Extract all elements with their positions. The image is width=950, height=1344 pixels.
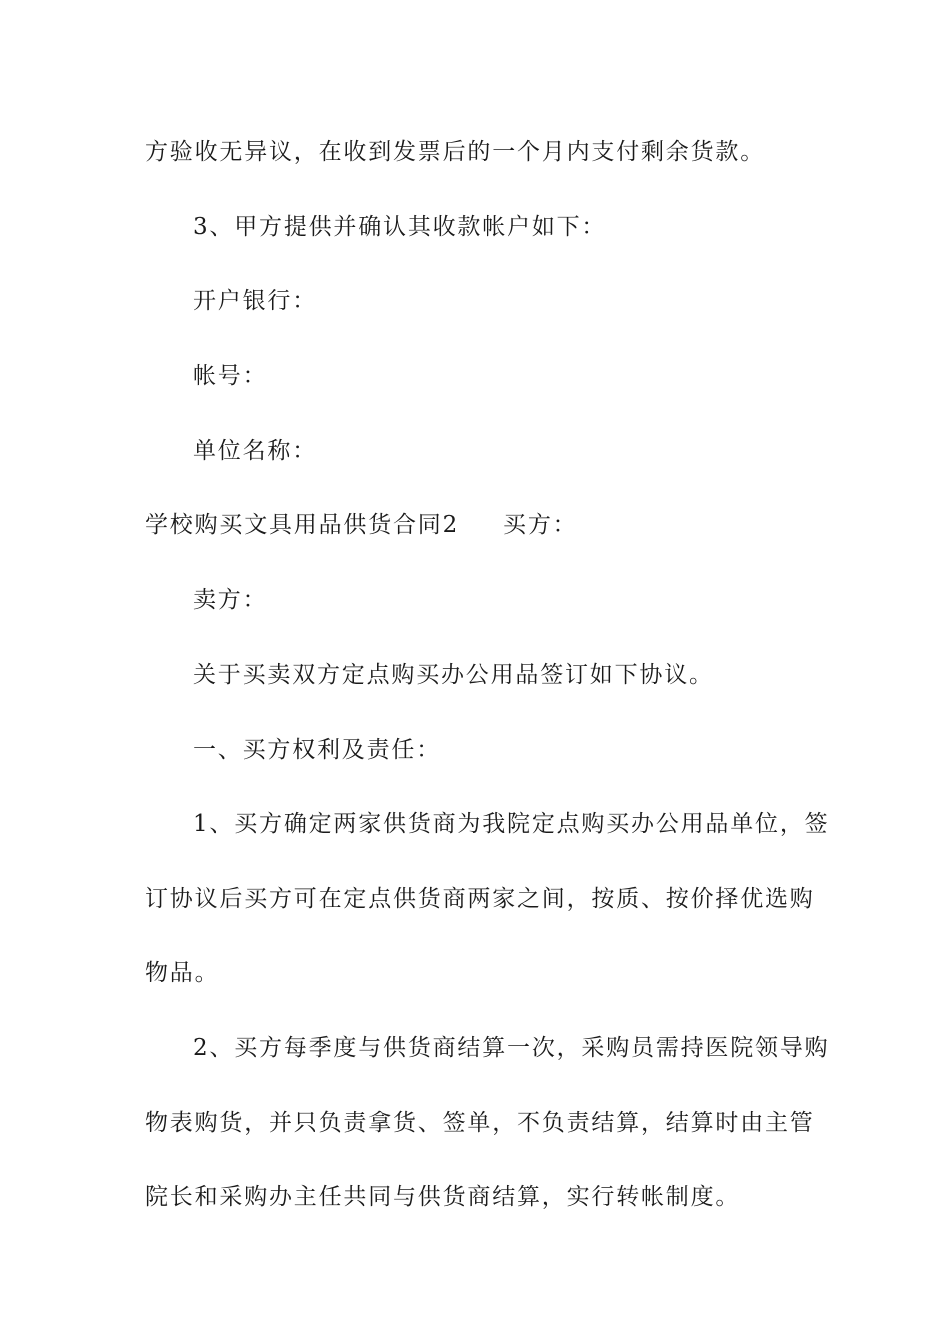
- paragraph-line: 一、买方权利及责任：: [193, 737, 441, 763]
- section-title: 学校购买文具用品供货合同2: [145, 512, 460, 538]
- paragraph-line: 卖方：: [193, 587, 268, 613]
- section-title-line: [145, 510, 805, 540]
- paragraph-line: 单位名称：: [193, 438, 317, 464]
- paragraph-line: 关于买卖双方定点购买办公用品签订如下协议。: [193, 662, 714, 688]
- buyer-label: 买方：: [503, 512, 578, 538]
- paragraph-line: 1、买方确定两家供货商为我院定点购买办公用品单位，签: [193, 811, 830, 837]
- paragraph-line: 方验收无异议，在收到发票后的一个月内支付剩余货款。: [145, 139, 765, 165]
- paragraph-line: 开户银行：: [193, 288, 317, 314]
- paragraph-line: 3、甲方提供并确认其收款帐户如下：: [193, 214, 607, 240]
- paragraph-line: 院长和采购办主任共同与供货商结算，实行转帐制度。: [145, 1184, 741, 1210]
- paragraph-line: 2、买方每季度与供货商结算一次，采购员需持医院领导购: [193, 1035, 830, 1061]
- paragraph-line: 物品。: [145, 960, 220, 986]
- paragraph-line: 订协议后买方可在定点供货商两家之间，按质、按价择优选购: [145, 886, 815, 912]
- paragraph-line: 帐号：: [193, 363, 268, 389]
- paragraph-line: 物表购货，并只负责拿货、签单，不负责结算，结算时由主管: [145, 1110, 815, 1136]
